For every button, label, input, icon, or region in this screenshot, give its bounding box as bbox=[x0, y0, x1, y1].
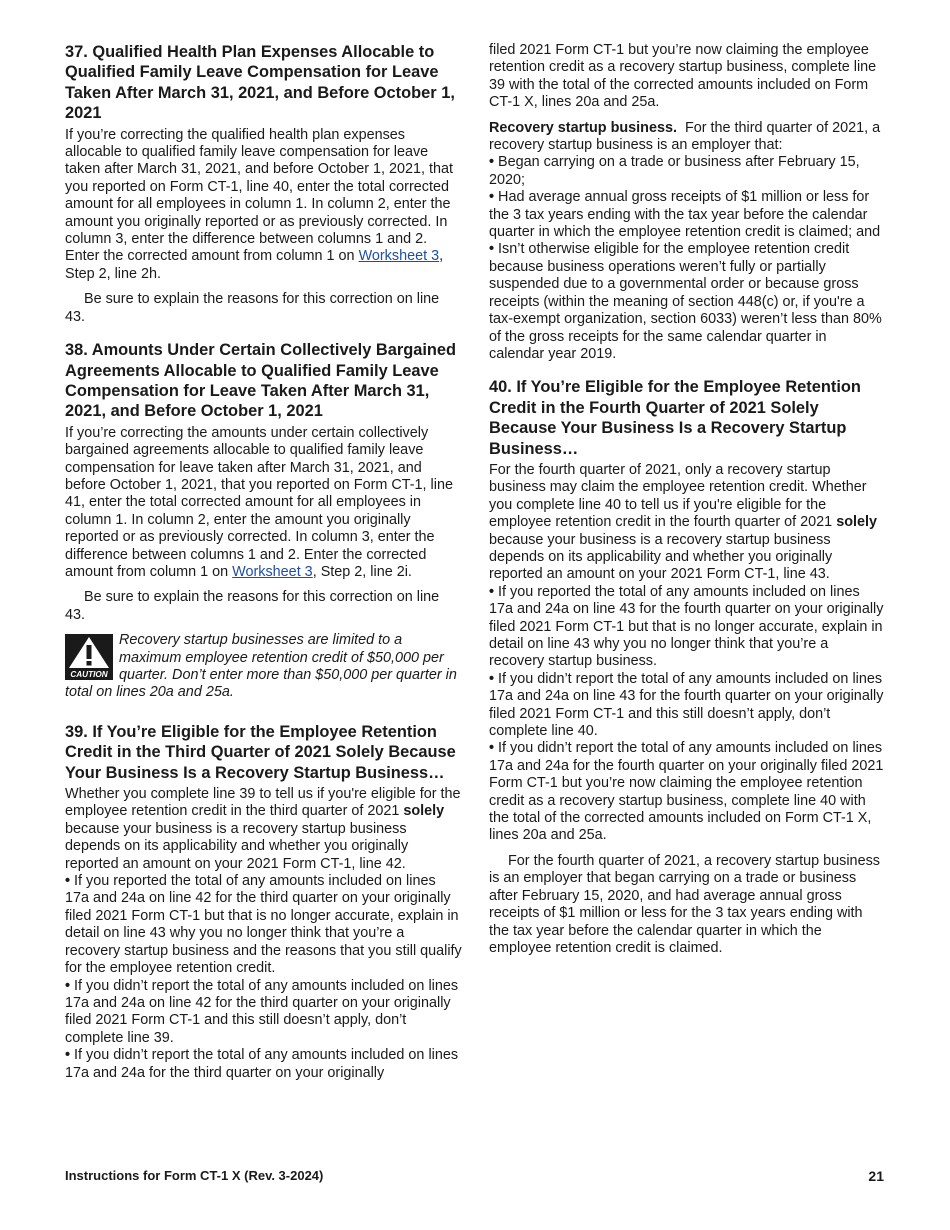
section-37-paragraph bbox=[65, 127, 463, 284]
section-39-bullet-1: • If you reported the total of any amounts included on lines 17a and 24a on line 42 for the third quarter on your originally filed 2021 Form CT-1 but that is no longer accurate, explain in detail on line 43 why you no longer think that you’re a recovery startup business and the reasons that you still qualify for the employee retention credit. bbox=[65, 873, 462, 977]
page-number: 21 bbox=[868, 1168, 884, 1184]
section-40-text: For the fourth quarter of 2021, only a recovery startup business may claim the employee retention credit. Whether you complete line 40 to tell us if you're eligible for the employee retention credit in the fourth quarter of 2021 bbox=[489, 461, 867, 531]
caution-label: CAUTION bbox=[70, 670, 108, 680]
section-38-note: Be sure to explain the reasons for this correction on line 43. bbox=[65, 589, 440, 623]
section-39-paragraph bbox=[65, 786, 463, 873]
recovery-bullet-2: • Had average annual gross receipts of $1 million or less for the 3 tax years ending with the tax year before the calendar quarter in which the employee retention credit is claimed; and bbox=[489, 189, 881, 241]
section-40-paragraph bbox=[489, 462, 885, 584]
section-40-text-end: because your business is a recovery startup business depends on its applicability and whether you originally reported an amount on your 2021 Form CT-1, line 43. bbox=[489, 531, 833, 583]
section-38-text: If you’re correcting the amounts under certain collectively bargained agreements allocable to qualified family leave compensation for leave taken after March 31, 2021, and before October 1, 2021, that you reported on Form CT-1, line 41, enter the total corrected amount for all employees in column 1. In column 2, enter the amount you originally reported or as previously corrected. In column 3, enter the difference between columns 1 and 2. Enter the corrected amount from column 1 on bbox=[65, 424, 453, 580]
recovery-bullet-3: • Isn’t otherwise eligible for the employee retention credit because business operations weren’t fully or partially suspended due to a governmental order or because gross receipts (within the meaning of section 448(c) or, if you're a tax-exempt organization, section 6033) weren’t less than 80% of the gross receipts for the same calendar quarter in calendar year 2019. bbox=[489, 241, 882, 362]
section-40-heading: 40. If You’re Eligible for the Employee Retention Credit in the Fourth Quarter of 2021 Solely Because Your Business Is a Recovery Startup Business… bbox=[489, 378, 861, 458]
section-40-bullet-2: • If you didn’t report the total of any amounts included on lines 17a and 24a on line 43 for the fourth quarter on your originally filed 2021 Form CT-1 and this still doesn’t apply, don’t complete line 40. bbox=[489, 670, 884, 740]
section-38-heading: 38. Amounts Under Certain Collectively Bargained Agreements Allocable to Qualified Family Leave Compensation for Leave Taken After March 31, 2021, and Before October 1, 2021 bbox=[65, 341, 457, 421]
worksheet-3-link[interactable]: Worksheet 3 bbox=[358, 248, 440, 265]
section-37-text: If you’re correcting the qualified health plan expenses allocable to qualified family leave compensation for leave taken after March 31, 2021, and before October 1, 2021, that you reported on Form CT-1, line 40, enter the total corrected amount for all employees in column 1. In column 2, enter the amount you originally reported or as previously corrected. In column 3, enter the difference between columns 1 and 2. Enter the corrected amount from column 1 on bbox=[65, 126, 453, 265]
right-column bbox=[489, 42, 885, 957]
section-40-bullet-1: • If you reported the total of any amounts included on lines 17a and 24a on line 43 for the fourth quarter on your originally filed 2021 Form CT-1 but that is no longer accurate, explain in detail on line 43 why you no longer think that you’re a recovery startup business. bbox=[489, 583, 884, 670]
section-38-text-end: , Step 2, line 2i. bbox=[312, 563, 412, 580]
worksheet-3-link-2[interactable]: Worksheet 3 bbox=[232, 563, 313, 580]
section-39-text-end: because your business is a recovery startup business depends on its applicability and whether you originally reported an amount on your 2021 Form CT-1, line 42. bbox=[65, 820, 409, 872]
section-39-bullet-3: • If you didn’t report the total of any amounts included on lines 17a and 24a for the third quarter on your originally bbox=[65, 1047, 459, 1081]
section-38 bbox=[65, 340, 463, 702]
section-39-bold: solely bbox=[403, 803, 445, 820]
continued-paragraph: filed 2021 Form CT-1 but you’re now claiming the employee retention credit as a recovery startup business, complete line 39 with the total of the corrected amounts included on Form CT-1 X, lines 20a and 25a. bbox=[489, 42, 877, 111]
section-39-text: Whether you complete line 39 to tell us if you're eligible for the employee retention credit in the third quarter of 2021 bbox=[65, 786, 461, 820]
section-37-heading: 37. Qualified Health Plan Expenses Allocable to Qualified Family Leave Compensation for Leave Taken After March 31, 2021, and Before October 1, 2021 bbox=[65, 43, 455, 123]
left-column bbox=[65, 42, 463, 1082]
section-37-note: Be sure to explain the reasons for this correction on line 43. bbox=[65, 291, 440, 325]
caution-box bbox=[65, 632, 463, 702]
footer-title: Instructions for Form CT-1 X (Rev. 3-2024) bbox=[65, 1168, 324, 1183]
recovery-bullet-1: • Began carrying on a trade or business after February 15, 2020; bbox=[489, 154, 860, 188]
section-40-bold: solely bbox=[836, 514, 878, 531]
section-37 bbox=[65, 42, 463, 326]
section-39-bullet-2: • If you didn’t report the total of any amounts included on lines 17a and 24a on line 42 for the third quarter on your originally filed 2021 Form CT-1 and this still doesn’t apply, don’t complete line 39. bbox=[65, 977, 459, 1046]
recovery-startup-lead: Recovery startup business. bbox=[489, 119, 677, 136]
section-38-paragraph bbox=[65, 425, 463, 582]
section-37-text-end: , Step 2, line 2h. bbox=[65, 248, 444, 282]
caution-icon bbox=[65, 634, 113, 680]
section-40-closing: For the fourth quarter of 2021, a recovery startup business is an employer that began carrying on a trade or business after February 15, 2020, and had average annual gross receipts of $1 million or less for the 3 tax years ending with the tax year before the calendar quarter in which the employee retention credit is claimed. bbox=[489, 852, 880, 956]
section-40-bullet-3: • If you didn’t report the total of any amounts included on lines 17a and 24a for the fourth quarter on your originally filed 2021 Form CT-1 but you’re now claiming the employee retention credit as a recovery startup business, complete line 40 with the total of the corrected amounts included on Form CT-1 X, lines 20a and 25a. bbox=[489, 740, 884, 844]
section-40 bbox=[489, 377, 885, 957]
recovery-startup-paragraph: Recovery startup business. For the third quarter of 2021, a recovery startup business is an employer that: bbox=[489, 119, 881, 154]
section-39 bbox=[65, 722, 463, 1082]
section-39-heading: 39. If You’re Eligible for the Employee Retention Credit in the Third Quarter of 2021 Solely Because Your Business Is a Recovery Startup Business… bbox=[65, 722, 456, 782]
caution-text: Recovery startup businesses are limited to a maximum employee retention credit of $50,000 per quarter. Don’t enter more than $50,000 per quarter in total on lines 20a and 25a. bbox=[65, 632, 457, 701]
